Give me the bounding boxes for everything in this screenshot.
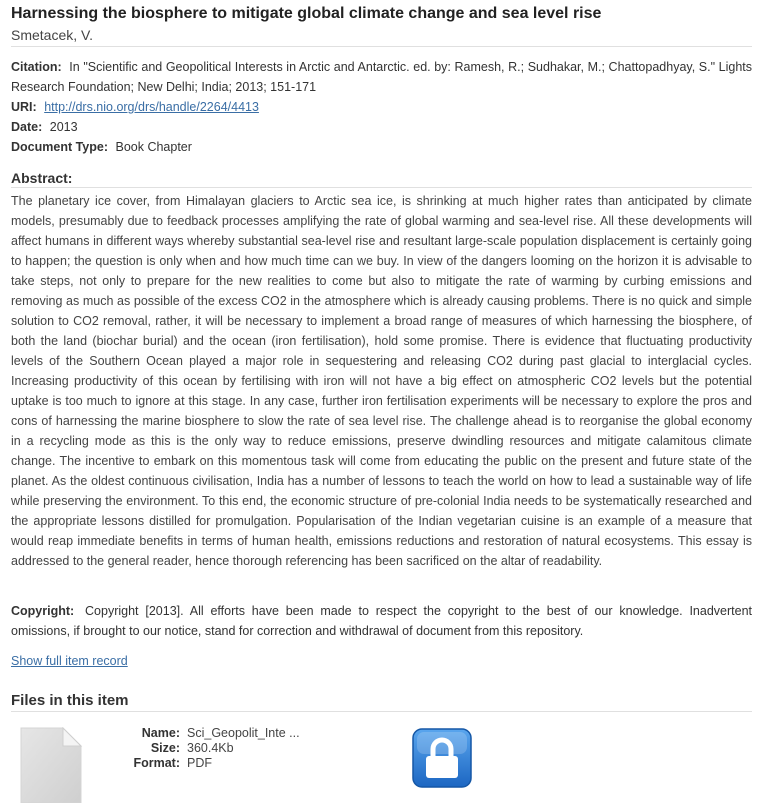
citation-label: Citation: [11,60,62,74]
citation-field [11,57,752,97]
citation-value: In "Scientific and Geopolitical Interests in Arctic and Antarctic. ed. by: Ramesh, R.; Sudhakar, M.; Chattopadhyay, S." Lights Research Foundation; New Delhi; India; 2013; 151-171 [11,60,752,94]
date-value: 2013 [49,120,78,134]
file-size-label: Size: [150,741,180,755]
divider [11,46,752,47]
copyright-label: Copyright: [11,604,75,618]
date-field [11,117,752,137]
copyright-field [11,601,752,641]
file-name-value: Sci_Geopolit_Inte ... [187,726,300,740]
document-type-label: Document Type: [11,140,108,154]
date-label: Date: [11,120,43,134]
file-size-value: 360.4Kb [187,741,234,755]
file-format-label: Format: [133,756,180,770]
file-format-value: PDF [187,756,212,770]
file-metadata [111,726,300,771]
files-heading: Files in this item [11,692,129,709]
show-full-record-link[interactable]: Show full item record [11,654,128,668]
abstract-text: The planetary ice cover, from Himalayan glaciers to Arctic sea ice, is shrinking at much higher rates than anticipated by climate models, presumably due to feedback processes amplifying the rate of global warming and sea-level rise. All these developments will affect humans in different ways whereby substantial sea-level rise and resultant large-scale population displacement is certainly going to happen; the question is only when and how much time can we buy. In view of the dangers looming on the horizon it is advisable to take steps, not only to prepare for the new realities to come but also to mitigate the rate of warming by curbing emissions and removing as much as possible of the excess CO2 in the atmosphere which is already causing problems. There is no quick and simple solution to CO2 removal, rather, it will be necessary to implement a broad range of measures of which harnessing the biosphere, of both the land (biochar burial) and the ocean (iron fertilisation), hold some promise. There is evidence that fluctuating productivity levels of the Southern Ocean played a major role in sequestering and releasing CO2 during past glacial to interglacial cycles. Increasing productivity of this ocean by fertilising with iron will not have a big effect on atmospheric CO2 levels but the potential uptake is too much to ignore at this stage. In any case, further iron fertilisation experiments will be necessary to explore the pros and cons of harnessing the marine biosphere to slow the rate of sea level rise. The challenge ahead is to reorganise the global economy in a recycling mode as this is the only way to reduce emissions, preserve dwindling resources and mitigate calamitous climate change. The incentive to embark on this momentous task will come from educating the public on the present and future state of the planet. As the oldest continuous civilisation, India has a number of lessons to teach the world on how to lead a sustainable way of life while preserving the environment. To this end, the economic structure of pre-colonial India needs to be systematically researched and the appropriate lessons distilled for promulgation. Popularisation of the Indian vegetarian cuisine is an example of a measure that would reap immediate benefits in terms of human health, emissions reductions and restoration of natural ecosystems. This essay is addressed to the general reader, hence thorough referencing has been sacrificed on the altar of readability. [11,194,752,568]
item-title: Harnessing the biosphere to mitigate global climate change and sea level rise [11,5,602,22]
divider [11,711,752,712]
item-author: Smetacek, V. [11,27,93,43]
lock-icon[interactable] [412,728,472,788]
uri-label: URI: [11,100,37,114]
document-type-field [11,137,752,157]
uri-link[interactable]: http://drs.nio.org/drs/handle/2264/4413 [44,100,259,114]
divider [11,187,752,188]
copyright-text: Copyright [2013]. All efforts have been made to respect the copyright to the best of our knowledge. Inadvertent omissions, if brought to our notice, stand for correction and withdrawal of document from this repository. [11,604,752,638]
abstract-heading: Abstract: [11,170,73,186]
document-icon[interactable] [19,727,83,803]
file-name-label: Name: [141,726,180,740]
document-type-value: Book Chapter [115,140,192,154]
uri-field [11,97,752,117]
